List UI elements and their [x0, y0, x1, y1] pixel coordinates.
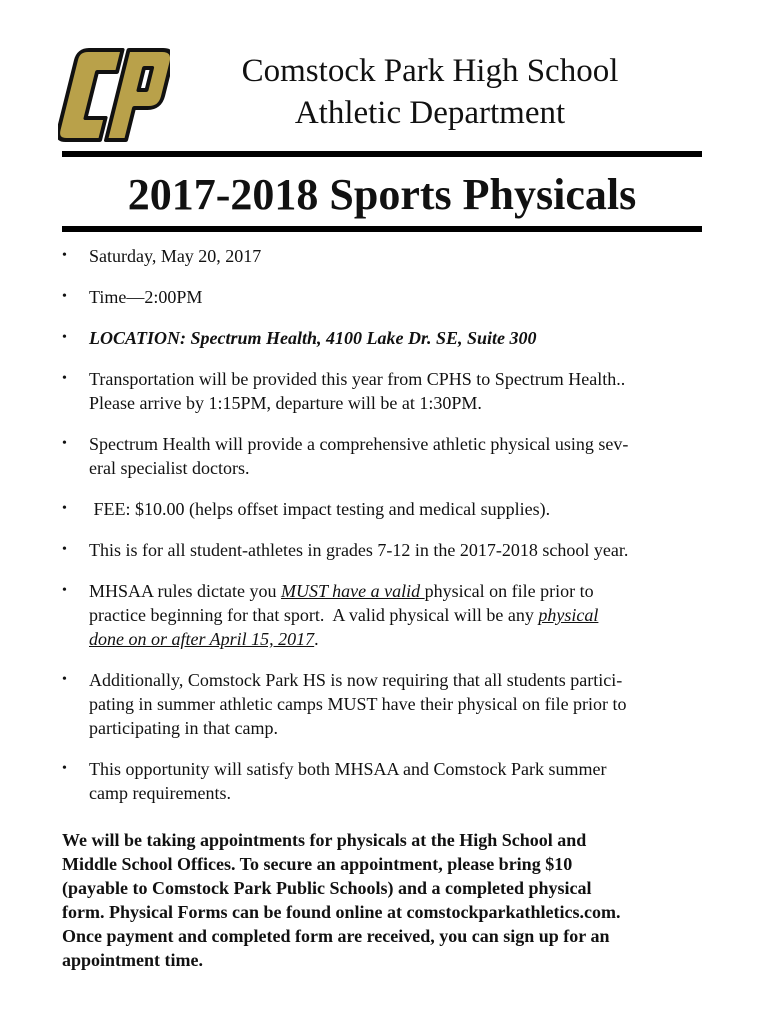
camps-line-3: participating in that camp. [89, 718, 278, 738]
physical-line-1: • Spectrum Health will provide a comprehensive athletic physical using sev- [89, 434, 629, 454]
list-item-date [62, 244, 702, 268]
camps-line-1: • Additionally, Comstock Park HS is now requiring that all students partici- [89, 670, 623, 690]
bottom-rule [62, 226, 702, 232]
closing-line-3: (payable to Comstock Park Public Schools) and a completed physical [62, 878, 592, 898]
top-rule [62, 151, 702, 157]
mhsaa-emphasis-2a: physical [538, 605, 599, 625]
closing-line-4: form. Physical Forms can be found online at comstockparkathletics.com. [62, 902, 621, 922]
closing-line-2: Middle School Offices. To secure an appointment, please bring $10 [62, 854, 573, 874]
satisfy-line-2: camp requirements. [89, 783, 231, 803]
list-item-location [62, 326, 702, 350]
list-item-transport [62, 367, 702, 415]
page-title: 2017-2018 Sports Physicals [127, 170, 637, 219]
mhsaa-text-c: practice beginning for that sport. A valid physical will be any [89, 605, 539, 625]
transport-line-2: Please arrive by 1:15PM, departure will be at 1:30PM. [89, 393, 482, 413]
school-name [200, 50, 660, 134]
camps-line-2: pating in summer athletic camps MUST have their physical on file prior to [89, 694, 627, 714]
transport-line-1: • Transportation will be provided this year from CPHS to Spectrum Health.. [89, 369, 626, 389]
closing-line-1: We will be taking appointments for physicals at the High School and [62, 830, 587, 850]
physical-line-2: eral specialist doctors. [89, 458, 250, 478]
list-item-physical [62, 432, 702, 480]
mhsaa-emphasis-2b: done on or after April 15, 2017 [89, 629, 315, 649]
list-item-time [62, 285, 702, 309]
fee-text: FEE: $10.00 (helps offset impact testing and medical supplies). [89, 499, 551, 519]
closing-line-5: Once payment and completed form are received, you can sign up for an [62, 926, 610, 946]
mhsaa-line-3 [89, 627, 702, 651]
mhsaa-text-b: physical on file prior to [424, 581, 594, 601]
grades-text: This is for all student-athletes in grades 7-12 in the 2017-2018 school year. [89, 540, 629, 560]
list-item-satisfy [62, 757, 702, 805]
info-list [62, 244, 702, 822]
list-item-camps [62, 668, 702, 740]
date-text: Saturday, May 20, 2017 [89, 246, 262, 266]
closing-line-6: appointment time. [62, 950, 203, 970]
mhsaa-end: . [314, 629, 319, 649]
list-item-mhsaa [62, 579, 702, 651]
list-item-grades [62, 538, 702, 562]
cp-logo-icon [58, 44, 170, 148]
school-line-2: Athletic Department [294, 95, 566, 131]
mhsaa-text-a: MHSAA rules dictate you [89, 581, 281, 601]
satisfy-line-1: • This opportunity will satisfy both MHSAA and Comstock Park summer [89, 759, 607, 779]
mhsaa-line-2 [89, 603, 702, 627]
mhsaa-emphasis-1: MUST have a valid [280, 581, 425, 601]
closing-paragraph [62, 828, 712, 972]
school-line-1: Comstock Park High School [241, 53, 619, 89]
location-text: LOCATION: Spectrum Health, 4100 Lake Dr. SE, Suite 300 [89, 328, 537, 348]
mhsaa-line-1 [89, 579, 702, 603]
time-text: Time—2:00PM [89, 287, 203, 307]
list-item-fee [62, 497, 702, 521]
